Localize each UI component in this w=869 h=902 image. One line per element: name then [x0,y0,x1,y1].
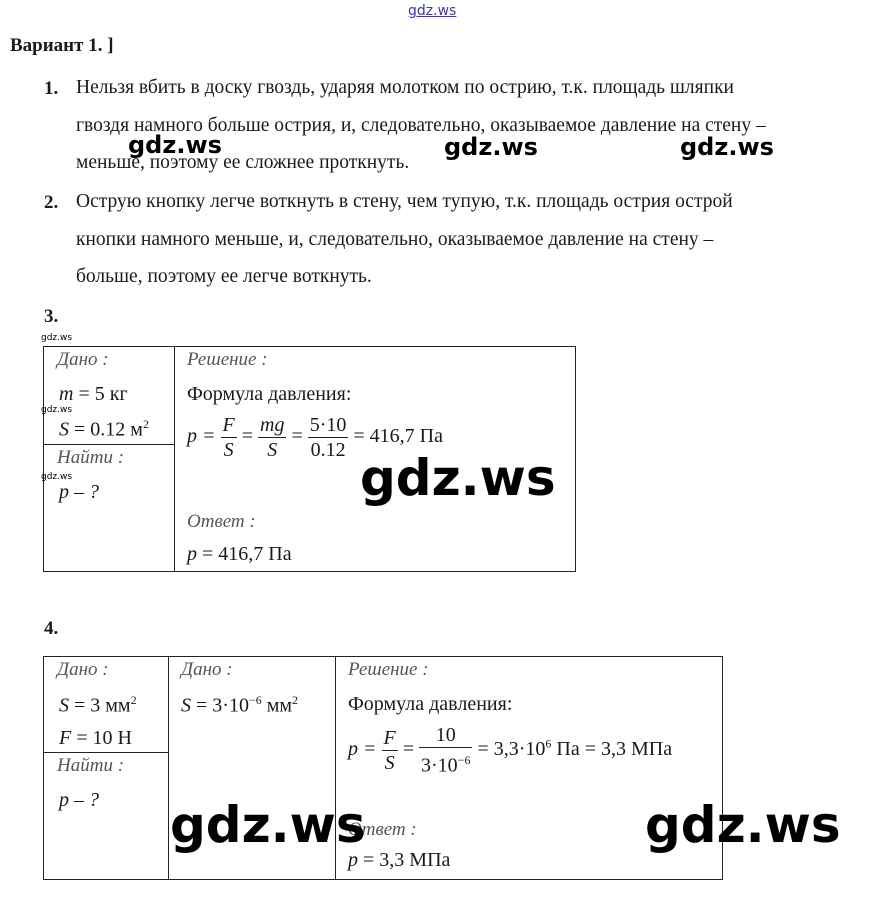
task3-formula-label: Формула давления: [187,383,352,405]
watermark: gdz.ws [680,133,774,161]
task4-answer: p = 3,3 МПа [348,849,451,871]
problem-2-text: Острую кнопку легче воткнуть в стену, чем тупую, т.к. площадь острия острой кнопки намного меньше, и, следовательно, оказываемое давление на стену – больше, поэтому ее легче воткнуть. [76,191,733,287]
task4-table [43,656,723,880]
watermark: gdz.ws [41,405,73,415]
task4-answer-label: Ответ : [348,819,417,840]
task3-answer-label: Ответ : [187,511,256,532]
task4-formula: p = $\frac{F}{S}$ = $\frac{10}{3\cdot 10^{-6}}$ = $3,3\cdot 10^6$ Па = 3,3 МПа [348,724,673,777]
watermark: gdz.ws [41,333,73,343]
watermark: gdz.ws [645,796,841,854]
watermark-top[interactable]: gdz.ws [408,3,457,19]
task3-formula: p = $\frac{F}{S}$ = $\frac{mg}{S}$ = $\frac{5\cdot 10}{0.12}$ = 416,7 Па [187,414,444,461]
task4-si-label: Дано : [181,659,233,680]
problem-2-number: 2. [44,192,59,213]
task4-given-label: Дано : [57,659,109,680]
watermark: gdz.ws [360,449,556,507]
task4-given-force: F = 10 Н [59,727,132,749]
watermark: gdz.ws [444,133,538,161]
problem-4-number: 4. [44,618,59,639]
watermark: gdz.ws [128,131,222,159]
task3-given-area: S = 0.12 $м^2$ [59,417,149,441]
task4-given-cell [44,657,169,753]
task4-find-label: Найти : [57,755,125,776]
watermark: gdz.ws [41,472,73,482]
problem-1-text: Нельзя вбить в доску гвоздь, ударяя молотком по острию, т.к. площадь шляпки гвоздя намного больше острия, и, следовательно, оказываемое давление на стену – меньше, поэтому ее сложнее проткнуть. [76,77,766,173]
task4-solution-label: Решение : [348,659,429,680]
task4-si-area: $S = 3\cdot 10^{-6}$ $мм^2$ [181,693,299,717]
task3-given-label: Дано : [57,349,109,370]
task4-find-value: p – ? [59,789,99,811]
problem-1-number: 1. [44,78,59,99]
task3-find-label: Найти : [57,447,125,468]
task4-formula-label: Формула давления: [348,693,513,715]
task3-find-cell [44,445,175,572]
task4-find-cell [44,753,169,880]
task3-given-cell [44,347,175,445]
task3-answer: p = 416,7 Па [187,543,292,565]
watermark: gdz.ws [170,796,366,854]
problem-3-number: 3. [44,306,59,327]
variant-title: Вариант 1. ] [10,35,114,56]
task3-solution-label: Решение : [187,349,268,370]
task4-given-area: S = 3 $мм^2$ [59,693,137,717]
task3-find-value: p – ? [59,481,99,503]
task3-given-mass: m = 5 кг [59,383,128,405]
